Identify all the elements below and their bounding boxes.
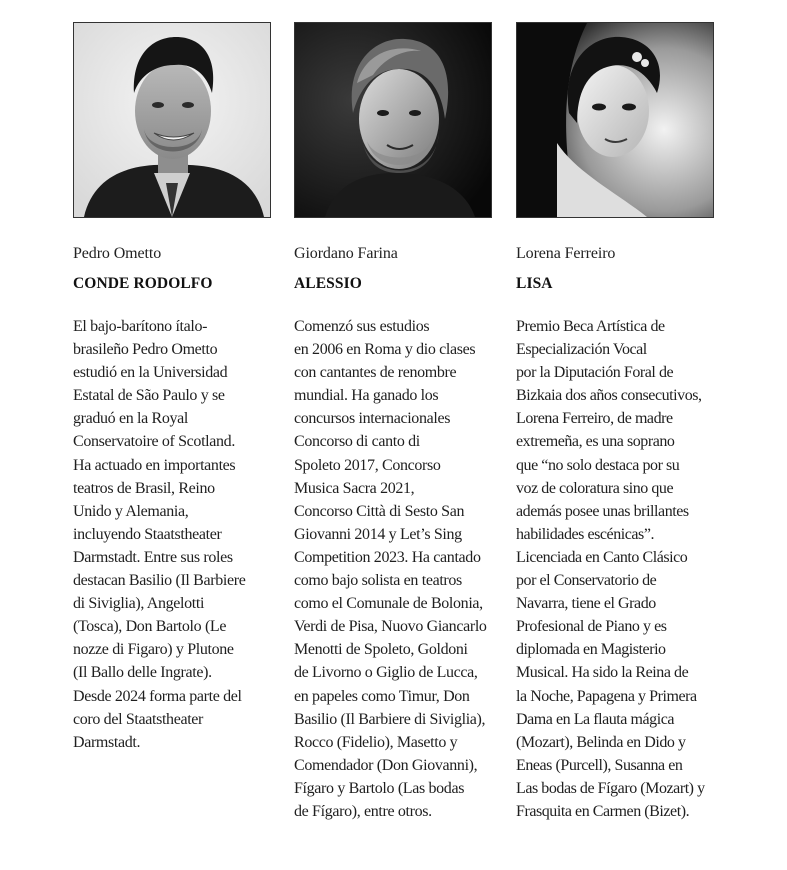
portrait-photo [516, 22, 714, 218]
biography-text: Comenzó sus estudios en 2006 en Roma y dio clases con cantantes de renombre mundial. Ha ganado los concursos internacionales Concorso di canto di Spoleto 2017, Concorso Musica Sacra 2021, Concorso Città di Sesto San Giovanni 2014 y Let’s Sing Competition 2023. Ha cantado como bajo solista en teatros como el Comunale de Bolonia, Verdi de Pisa, Nuovo Giancarlo Menotti de Spoleto, Goldoni de Livorno o Giglio de Lucca, en papeles como Timur, Don Basilio (Il Barbiere di Siviglia), Rocco (Fidelio), Masetto y Comendador (Don Giovanni), Fígaro y Bartolo (Las bodas de Fígaro), entre otros. [294, 318, 487, 820]
portrait-man-smiling-icon [74, 23, 270, 217]
singer-name: Pedro Ometto [73, 245, 162, 262]
portrait-man-bearded-icon [295, 23, 491, 217]
role-title: LISA [516, 275, 553, 292]
biography-text: El bajo-barítono ítalo- brasileño Pedro Ometto estudió en la Universidad Estatal de São Paulo y se graduó en la Royal Conservatoire of Scotland. Ha actuado en importantes teatros de Brasil, Reino Unido y Alemania, incluyendo Staatstheater Darmstadt. Entre sus roles destacan Basilio (Il Barbiere di Siviglia), Angelotti (Tosca), Don Bartolo (Le nozze di Figaro) y Plutone (Il Ballo delle Ingrate). Desde 2024 forma parte del coro del Staatstheater Darmstadt. [73, 318, 246, 751]
portrait-photo [73, 22, 271, 218]
profile-card [73, 22, 271, 754]
singer-name: Giordano Farina [294, 245, 398, 262]
profile-card [516, 22, 714, 823]
role-title: CONDE RODOLFO [73, 275, 213, 292]
biography-text: Premio Beca Artística de Especialización Vocal por la Diputación Foral de Bizkaia dos años consecutivos, Lorena Ferreiro, de madre extremeña, es una soprano que “no solo destaca por su voz de coloratura sino que además posee unas brillantes habilidades escénicas”. Licenciada en Canto Clásico por el Conservatorio de Navarra, tiene el Grado Profesional de Piano y es diplomada en Magisterio Musical. Ha sido la Reina de la Noche, Papagena y Primera Dama en La flauta mágica (Mozart), Belinda en Dido y Eneas (Purcell), Susanna en Las bodas de Fígaro (Mozart) y Frasquita en Carmen (Bizet). [516, 318, 705, 820]
portrait-woman-icon [517, 23, 713, 217]
role-title: ALESSIO [294, 275, 362, 292]
portrait-photo [294, 22, 492, 218]
singer-name: Lorena Ferreiro [516, 245, 616, 262]
profile-card [294, 22, 492, 823]
